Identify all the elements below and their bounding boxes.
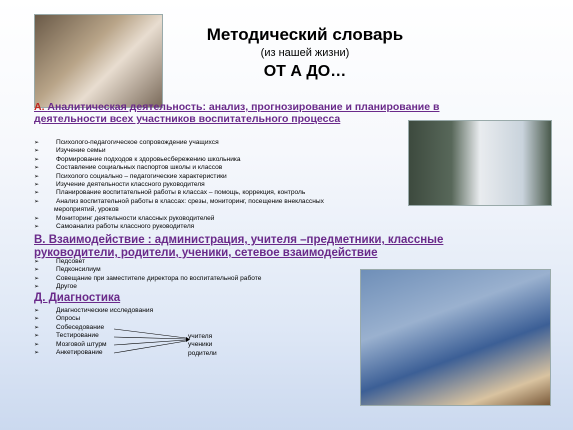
- bullet-icon: ➢: [34, 140, 40, 146]
- bullet-icon: ➢: [34, 259, 40, 265]
- bullet-icon: ➢: [34, 156, 40, 163]
- list-item: ➢ Изучение деятельности классного руководителя: [34, 181, 205, 189]
- bullet-icon: ➢: [34, 148, 40, 155]
- list-item: ➢ Формирование подходов к здоровьесбережению школьника: [34, 155, 241, 163]
- list-item: ➢ Анкетирование: [34, 349, 103, 357]
- list-item: ➢ Изучение семьи: [34, 147, 106, 155]
- page-subtitle: (из нашей жизни): [260, 47, 350, 59]
- list-item: ➢ Психолого социально – педагогические характеристики: [34, 172, 227, 180]
- target-label: ученики: [188, 341, 213, 348]
- bullet-icon: ➢: [34, 173, 40, 180]
- section-d-heading: Д. Диагностика: [34, 292, 121, 304]
- bullet-icon: ➢: [34, 350, 40, 357]
- section-b-list: [34, 258, 261, 292]
- page-title: Методический словарь: [206, 25, 404, 44]
- bullet-icon: ➢: [34, 165, 40, 172]
- bullet-icon: ➢: [34, 267, 40, 274]
- bullet-icon: ➢: [34, 198, 40, 205]
- connector-arrows: [112, 327, 192, 359]
- bullet-icon: ➢: [34, 308, 40, 314]
- list-item: ➢ Составление социальных паспортов школы и классов: [34, 164, 223, 172]
- bullet-icon: ➢: [34, 284, 40, 291]
- connector-line: [114, 337, 186, 339]
- list-item: ➢ Анализ воспитательной работы в классах: срезы, мониторинг, посещение внеклассных: [34, 197, 324, 205]
- bullet-icon: ➢: [34, 333, 40, 340]
- list-item: ➢ Психолого-педагогическое сопровождение учащихся: [34, 139, 219, 146]
- bullet-icon: ➢: [34, 224, 40, 231]
- connector-line: [114, 329, 186, 338]
- podium-photo: [360, 269, 551, 406]
- page-headline: ОТ А ДО…: [263, 63, 347, 80]
- bullet-icon: ➢: [34, 324, 40, 331]
- section-a-title: Аналитическая деятельность: анализ, прогнозирование и планирование в деятельности всех участников воспитательного процесса: [34, 101, 440, 125]
- section-a-list: [34, 139, 324, 231]
- section-a-heading: [34, 101, 474, 125]
- bullet-icon: ➢: [34, 341, 40, 348]
- list-item: ➢ Планирование воспитательной работы в классах – помощь, коррекция, контроль: [34, 189, 306, 197]
- list-item: ➢ Тестирование: [34, 332, 99, 340]
- list-item: ➢ Самоанализ работы классного руководителя: [34, 223, 195, 231]
- list-item: ➢ Диагностические исследования: [34, 307, 154, 314]
- bullet-icon: ➢: [34, 275, 40, 282]
- list-item-continuation: мероприятий, уроков: [54, 206, 119, 214]
- target-label: учителя: [188, 333, 213, 340]
- list-item: ➢ Мозговой штурм: [34, 340, 107, 348]
- list-item: ➢ Собеседование: [34, 323, 105, 331]
- section-a-letter: А.: [34, 101, 45, 113]
- section-b-heading: В. Взаимодействие : администрация, учителя –предметники, классные руководители, родители, ученики, сетевое взаимодействие: [34, 234, 444, 259]
- bullet-icon: ➢: [34, 215, 40, 222]
- list-item: ➢ Совещание при заместителе директора по воспитательной работе: [34, 274, 262, 282]
- presentation-photo: [408, 120, 552, 206]
- bullet-icon: ➢: [34, 182, 40, 189]
- target-label: родители: [188, 350, 217, 357]
- bullet-icon: ➢: [34, 316, 40, 323]
- list-item: ➢ Опросы: [34, 315, 81, 323]
- list-item: ➢ Мониторинг деятельности классных руководителей: [34, 214, 215, 222]
- list-item: ➢ Педконсилиум: [34, 266, 101, 274]
- list-item: ➢ Педсовет: [34, 258, 86, 265]
- list-item: ➢ Другое: [34, 283, 77, 291]
- bullet-icon: ➢: [34, 190, 40, 197]
